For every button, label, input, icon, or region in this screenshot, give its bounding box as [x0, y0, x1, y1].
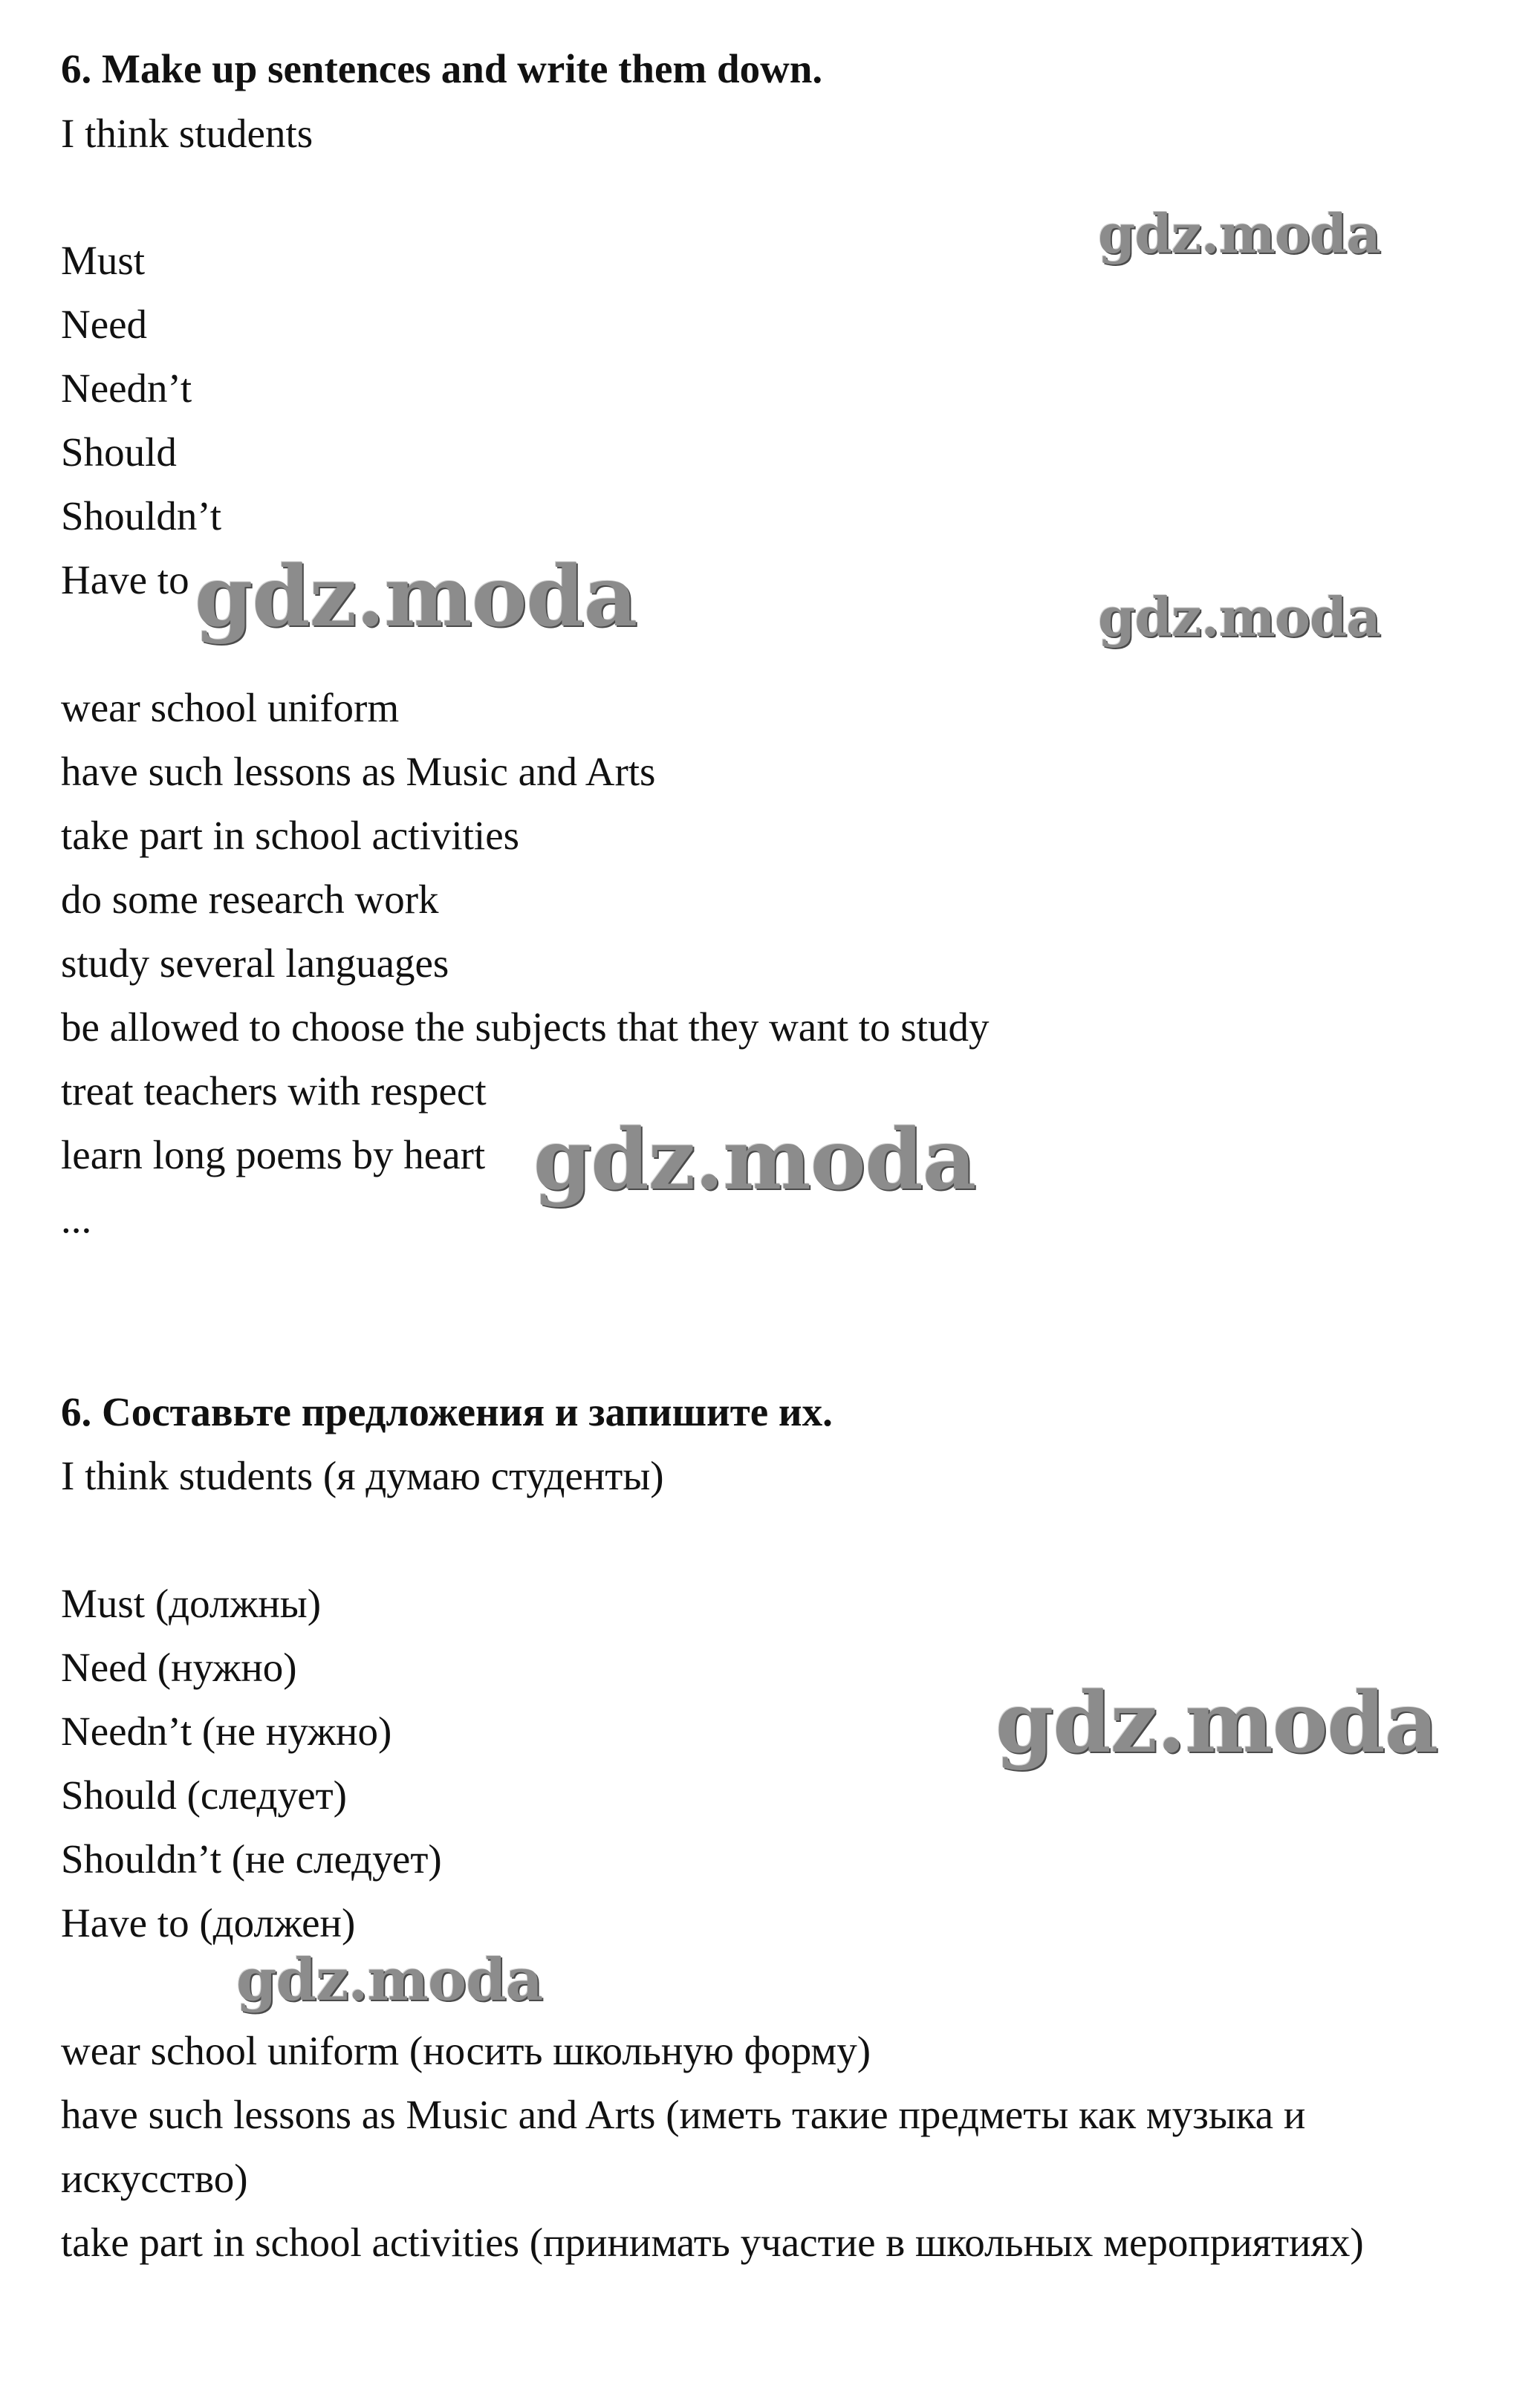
- watermark-logo: gdz.moda: [1098, 585, 1380, 649]
- english-phrase-item: take part in school activities: [61, 813, 520, 858]
- english-modal-item: Should: [61, 429, 177, 475]
- watermark-logo: gdz.moda: [236, 1946, 543, 2014]
- english-modal-item: Needn’t: [61, 365, 192, 411]
- russian-modal-item: Have to (должен): [61, 1900, 356, 1946]
- english-modal-item: Shouldn’t: [61, 493, 221, 539]
- english-modal-item: Must: [61, 238, 146, 283]
- russian-phrase-item: take part in school activities (принимать участие в школьных мероприятиях): [61, 2220, 1364, 2265]
- russian-modal-item: Must (должны): [61, 1581, 322, 1626]
- english-phrase-item: learn long poems by heart: [61, 1132, 486, 1177]
- english-phrase-item: have such lessons as Music and Arts: [61, 749, 656, 794]
- russian-modal-item: Shouldn’t (не следует): [61, 1836, 442, 1882]
- watermark-logo: gdz.moda: [195, 548, 637, 646]
- english-phrase-item: do some research work: [61, 877, 439, 922]
- english-phrase-item: wear school uniform: [61, 685, 400, 730]
- russian-phrase-item: искусство): [61, 2156, 248, 2201]
- english-intro: I think students: [61, 111, 313, 156]
- russian-intro: I think students (я думаю студенты): [61, 1453, 664, 1498]
- english-heading: 6. Make up sentences and write them down.: [61, 46, 823, 91]
- english-modal-item: Need: [61, 302, 148, 347]
- english-phrase-item: be allowed to choose the subjects that they want to study: [61, 1004, 990, 1050]
- english-phrase-item: study several languages: [61, 940, 449, 986]
- english-phrase-item: treat teachers with respect: [61, 1068, 487, 1114]
- russian-phrase-item: wear school uniform (носить школьную форму): [61, 2028, 871, 2073]
- russian-phrase-item: have such lessons as Music and Arts (иметь такие предметы как музыка и: [61, 2092, 1306, 2137]
- russian-heading: 6. Составьте предложения и запишите их.: [61, 1389, 833, 1434]
- watermark-logo: gdz.moda: [1098, 202, 1380, 265]
- russian-modal-item: Needn’t (не нужно): [61, 1709, 392, 1754]
- watermark-logo: gdz.moda: [995, 1674, 1438, 1772]
- watermark-logo: gdz.moda: [533, 1111, 976, 1209]
- english-ellipsis: ...: [61, 1196, 92, 1241]
- english-modal-item: Have to: [61, 557, 189, 602]
- russian-modal-item: Should (следует): [61, 1772, 347, 1818]
- russian-modal-item: Need (нужно): [61, 1645, 297, 1690]
